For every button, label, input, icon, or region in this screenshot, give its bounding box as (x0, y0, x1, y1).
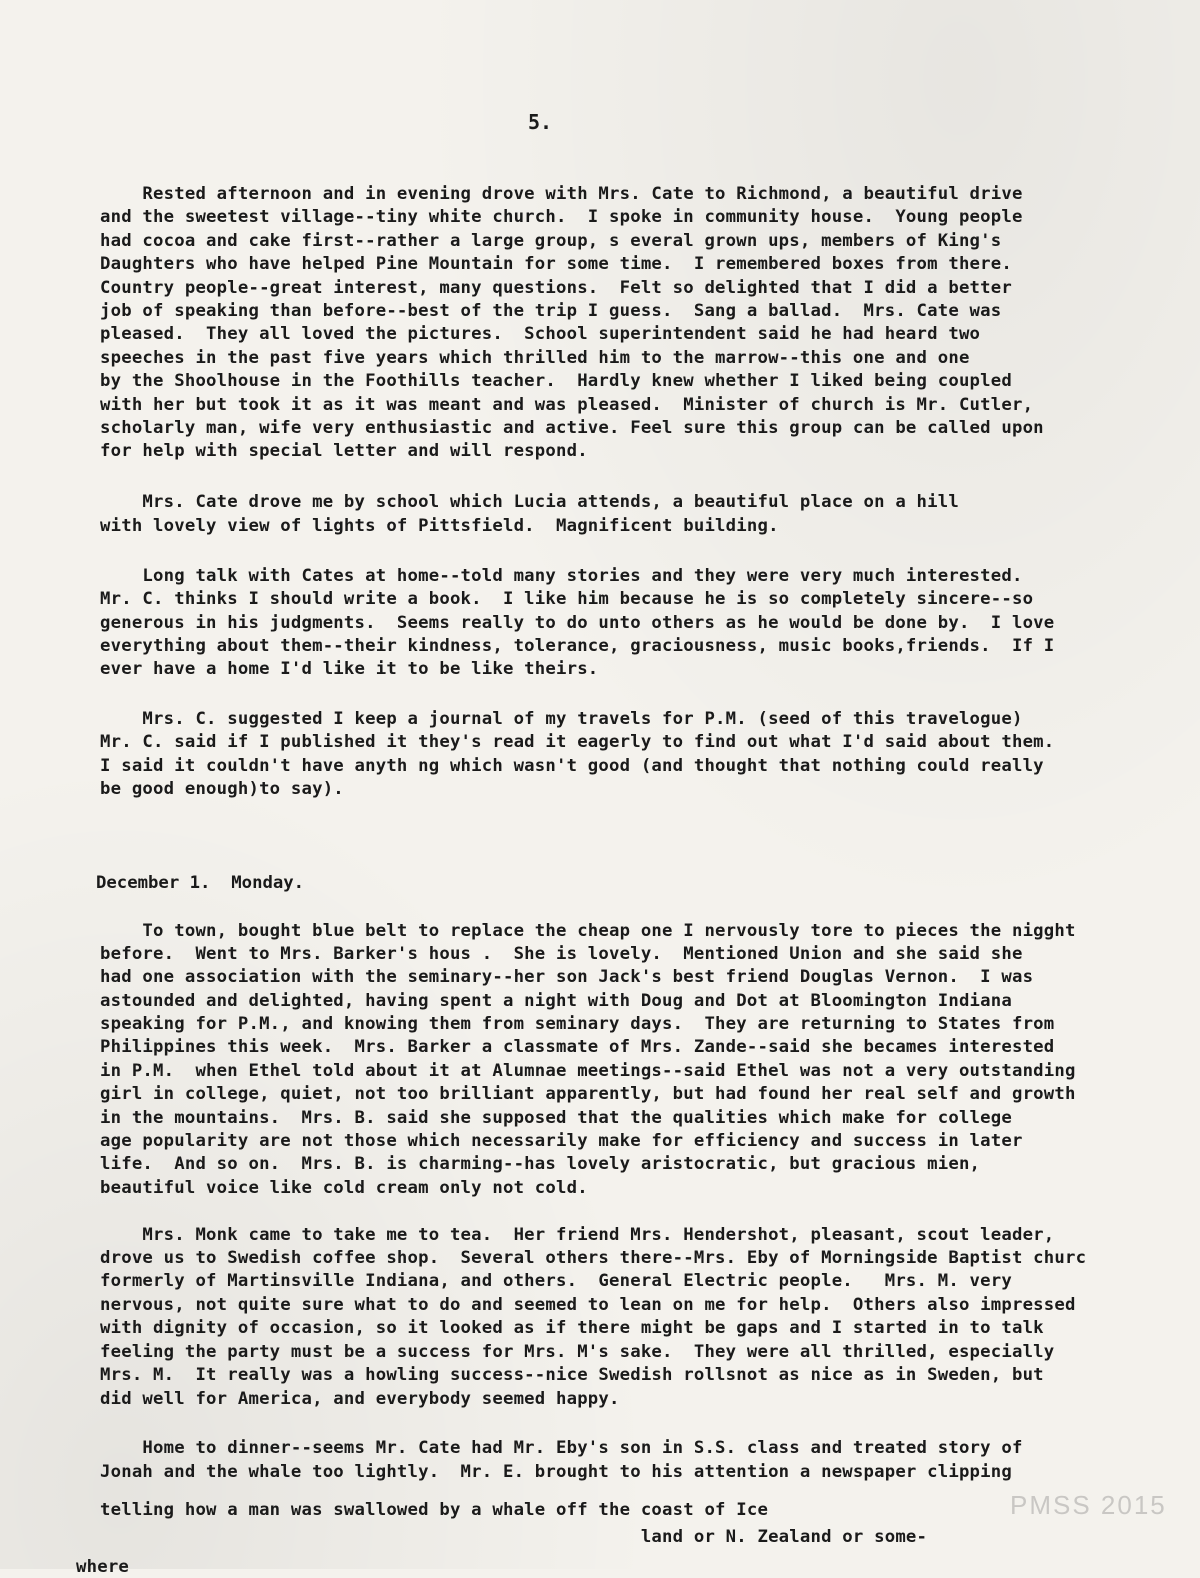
paragraph-4-line-4: be good enough)to say). (100, 779, 344, 799)
paragraph-1-line-10: with her but took it as it was meant and was pleased. Minister of church is Mr. Cutler, (100, 395, 1034, 415)
paragraph-2-line-2: with lovely view of lights of Pittsfield. Magnificent building. (100, 516, 779, 536)
paragraph-6-line-5: with dignity of occasion, so it looked as if there might be gaps and I started in to talk (100, 1318, 1044, 1338)
paragraph-9-line-2: where (76, 1557, 130, 1577)
paragraph-5-line-12: beautiful voice like cold cream only not cold. (100, 1178, 588, 1198)
paragraph-1-line-4: Daughters who have helped Pine Mountain for some time. I remembered boxes from there. (100, 254, 1012, 274)
paragraph-8-line-1: telling how a man was swallowed by a whale off the coast of Ice (100, 1500, 769, 1520)
paragraph-1-line-8: speeches in the past five years which thrilled him to the marrow--this one and one (100, 348, 970, 368)
paragraph-6-line-4: nervous, not quite sure what to do and seemed to lean on me for help. Others also impressed (100, 1295, 1076, 1315)
paragraph-3-line-3: generous in his judgments. Seems really to do unto others as he would be done by. I love (100, 613, 1055, 633)
paragraph-6-line-3: formerly of Martinsville Indiana, and others. General Electric people. Mrs. M. very (100, 1271, 1012, 1291)
paragraph-5-line-6: Philippines this week. Mrs. Barker a classmate of Mrs. Zande--said she becames interested (100, 1037, 1055, 1057)
paragraph-1-line-12: for help with special letter and will respond. (100, 441, 588, 461)
paragraph-1-line-3: had cocoa and cake first--rather a large group, s everal grown ups, members of King's (100, 231, 1002, 251)
paragraph-4-line-3: I said it couldn't have anyth ng which wasn't good (and thought that nothing could really (100, 756, 1044, 776)
paragraph-3-line-5: ever have a home I'd like it to be like theirs. (100, 659, 599, 679)
paragraph-1-line-11: scholarly man, wife very enthusiastic and active. Feel sure this group can be called upon (100, 418, 1044, 438)
paragraph-5-line-1: To town, bought blue belt to replace the cheap one I nervously tore to pieces the nigght (100, 921, 1076, 941)
paragraph-1-line-7: pleased. They all loved the pictures. School superintendent said he had heard two (100, 324, 981, 344)
paragraph-3-line-4: everything about them--their kindness, tolerance, graciousness, music books,friends. If I (100, 636, 1055, 656)
date-heading: December 1. Monday. (96, 873, 305, 893)
paragraph-6-line-7: Mrs. M. It really was a howling success--nice Swedish rollsnot as nice as in Sweden, but (100, 1365, 1044, 1385)
paragraph-3-line-1: Long talk with Cates at home--told many stories and they were very much interested. (100, 566, 1023, 586)
paragraph-4-line-1: Mrs. C. suggested I keep a journal of my travels for P.M. (seed of this travelogue) (100, 709, 1023, 729)
paragraph-4-line-2: Mr. C. said if I published it they's read it eagerly to find out what I'd said about them. (100, 732, 1055, 752)
paragraph-5-line-8: girl in college, quiet, not too brilliant apparently, but had found her real self and growth (100, 1084, 1076, 1104)
paragraph-6-line-6: feeling the party must be a success for Mrs. M's sake. They were all thrilled, especially (100, 1342, 1055, 1362)
paragraph-7-line-1: Home to dinner--seems Mr. Cate had Mr. Eby's son in S.S. class and treated story of (100, 1438, 1023, 1458)
paragraph-3-line-2: Mr. C. thinks I should write a book. I like him because he is so completely sincere--so (100, 589, 1034, 609)
paragraph-5-line-4: astounded and delighted, having spent a night with Doug and Dot at Bloomington Indiana (100, 991, 1012, 1011)
paragraph-5-line-11: life. And so on. Mrs. B. is charming--has lovely aristocratic, but gracious mien, (100, 1154, 981, 1174)
paragraph-1-line-2: and the sweetest village--tiny white church. I spoke in community house. Young people (100, 207, 1023, 227)
paragraph-1-line-5: Country people--great interest, many questions. Felt so delighted that I did a better (100, 278, 1012, 298)
paragraph-5-line-10: age popularity are not those which necessarily make for efficiency and success in later (100, 1131, 1023, 1151)
paragraph-5-line-2: before. Went to Mrs. Barker's hous . She is lovely. Mentioned Union and she said she (100, 944, 1023, 964)
paragraph-1-line-1: Rested afternoon and in evening drove with Mrs. Cate to Richmond, a beautiful drive (100, 184, 1023, 204)
paragraph-2-line-1: Mrs. Cate drove me by school which Lucia attends, a beautiful place on a hill (100, 492, 959, 512)
page-number: 5. (528, 110, 553, 134)
paragraph-5-line-3: had one association with the seminary--her son Jack's best friend Douglas Vernon. I was (100, 967, 1034, 987)
paragraph-5-line-9: in the mountains. Mrs. B. said she supposed that the qualities which make for college (100, 1108, 1012, 1128)
paragraph-1-line-9: by the Shoolhouse in the Foothills teacher. Hardly knew whether I liked being coupled (100, 371, 1012, 391)
paragraph-5-line-5: speaking for P.M., and knowing them from seminary days. They are returning to States from (100, 1014, 1055, 1034)
paragraph-6-line-8: did well for America, and everybody seemed happy. (100, 1389, 620, 1409)
paragraph-6-line-2: drove us to Swedish coffee shop. Several others there--Mrs. Eby of Morningside Baptist churc (100, 1248, 1087, 1268)
paragraph-1-line-6: job of speaking than before--best of the trip I guess. Sang a ballad. Mrs. Cate was (100, 301, 1002, 321)
paragraph-7-line-2: Jonah and the whale too lightly. Mr. E. brought to his attention a newspaper clipping (100, 1462, 1012, 1482)
paragraph-9-line-1: land or N. Zealand or some- (100, 1527, 928, 1547)
paragraph-5-line-7: in P.M. when Ethel told about it at Alumnae meetings--said Ethel was not a very outstanding (100, 1061, 1076, 1081)
archive-watermark: PMSS 2015 (1010, 1490, 1167, 1520)
paragraph-6-line-1: Mrs. Monk came to take me to tea. Her friend Mrs. Hendershot, pleasant, scout leader, (100, 1225, 1055, 1245)
